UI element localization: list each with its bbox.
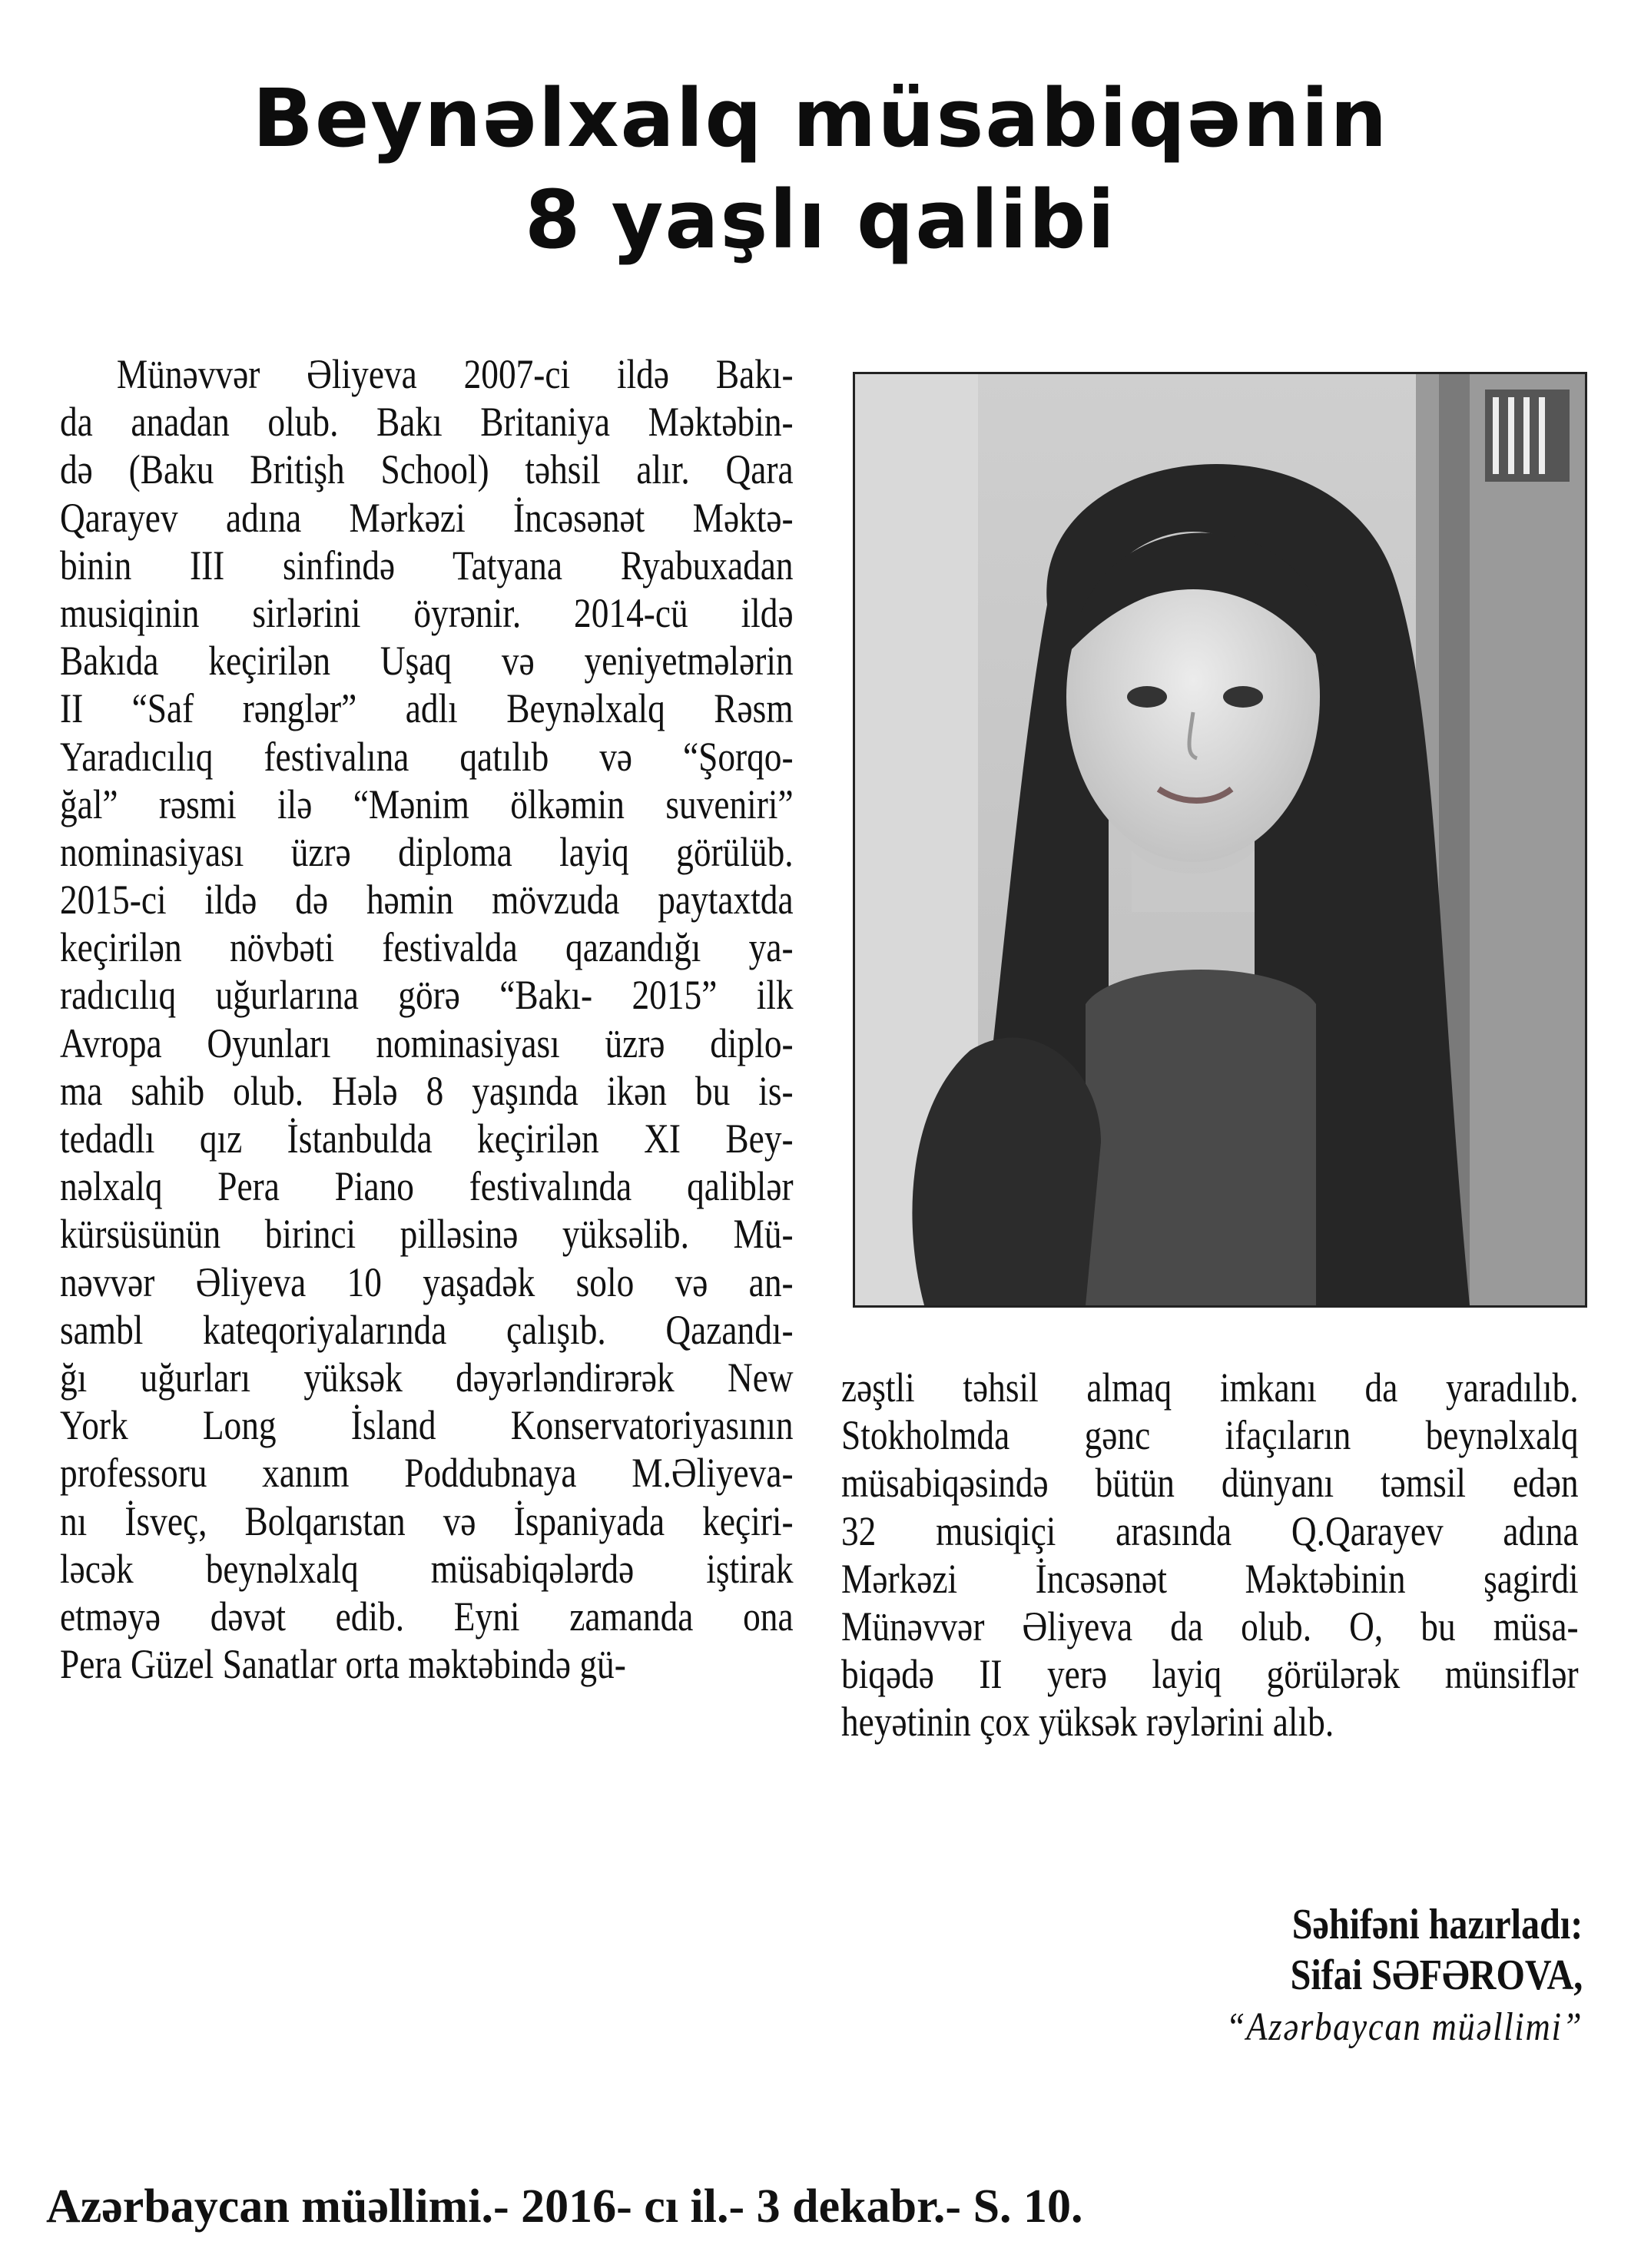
- text-line: musiqinin sirlərini öyrənir. 2014-cü ildə: [60, 589, 794, 636]
- signature-author: Sifai SƏFƏROVA,: [1290, 1951, 1583, 1999]
- text-line: II “Saf rənglər” adlı Beynəlxalq Rəsm: [60, 685, 794, 732]
- text-line: biqədə II yerə layiq görülərək münsiflər: [841, 1651, 1579, 1698]
- left-text-column: [60, 350, 794, 1688]
- text-line: radıcılıq uğurlarına görə “Bakı- 2015” ilk: [60, 972, 794, 1019]
- text-line: 2015-ci ildə də həmin mövzuda paytaxtda: [60, 877, 794, 923]
- text-line: tedadlı qız İstanbulda keçirilən XI Bey-: [60, 1116, 794, 1162]
- text-line: professoru xanım Poddubnaya M.Əliyeva-: [60, 1450, 794, 1497]
- text-line: Pera Güzel Sanatlar orta məktəbində gü-: [60, 1641, 626, 1688]
- portrait-photo: [853, 372, 1587, 1308]
- signature-source: “Azərbaycan müəllimi”: [1225, 2005, 1583, 2049]
- text-line: sambl kateqoriyalarında çalışıb. Qazandı-: [60, 1306, 794, 1353]
- text-line: zəştli təhsil almaq imkanı da yaradılıb.: [841, 1364, 1579, 1411]
- text-line: nominasiyası üzrə diploma layiq görülüb.: [60, 828, 794, 875]
- text-line: ğı uğurları yüksək dəyərləndirərək New: [60, 1354, 794, 1401]
- text-line: Stokholmda gənc ifaçıların beynəlxalq: [841, 1412, 1579, 1459]
- text-line: Bakıda keçirilən Uşaq və yeniyetmələrin: [60, 638, 794, 685]
- text-line: Mərkəzi İncəsənət Məktəbinin şagirdi: [841, 1555, 1579, 1602]
- text-line: nəlxalq Pera Piano festivalında qaliblər: [60, 1163, 794, 1210]
- text-line: nı İsveç, Bolqarıstan və İspaniyada keçiri-: [60, 1497, 794, 1544]
- text-line: 32 musiqiçi arasında Q.Qarayev adına: [841, 1507, 1579, 1554]
- text-line: nəvvər Əliyeva 10 yaşadək solo və an-: [60, 1258, 794, 1305]
- text-line: keçirilən növbəti festivalda qazandığı ya-: [60, 924, 794, 971]
- text-line: Qarayev adına Mərkəzi İncəsənət Məktə-: [60, 494, 794, 541]
- text-line: Münəvvər Əliyeva da olub. O, bu müsa-: [841, 1603, 1579, 1650]
- portrait-image: [855, 374, 1585, 1305]
- text-line: da anadan olub. Bakı Britaniya Məktəbin-: [60, 399, 794, 446]
- right-text-column: [841, 1364, 1579, 1746]
- text-line: ma sahib olub. Hələ 8 yaşında ikən bu is-: [60, 1067, 794, 1114]
- title-line: Beynəlxalq müsabiqənin: [252, 71, 1389, 165]
- text-line: heyətinin çox yüksək rəylərini alıb.: [841, 1699, 1334, 1746]
- signature-block: [1168, 1899, 1583, 2054]
- text-line: etməyə dəvət edib. Eyni zamanda ona: [60, 1593, 794, 1640]
- text-line: binin III sinfində Tatyana Ryabuxadan: [60, 542, 794, 589]
- text-line: Yaradıcılıq festivalına qatılıb və “Şorqo-: [60, 733, 794, 780]
- text-line: York Long İsland Konservatoriyasının: [60, 1402, 794, 1449]
- text-line: ləcək beynəlxalq müsabiqələrdə iştirak: [60, 1545, 794, 1592]
- text-line: də (Baku Britişh School) təhsil alır. Qara: [60, 446, 794, 493]
- text-line: Münəvvər Əliyeva 2007-ci ildə Bakı-: [116, 351, 794, 397]
- publication-footer: Azərbaycan müəllimi.- 2016- cı il.- 3 dekabr.- S. 10.: [46, 2180, 1083, 2233]
- text-line: Avropa Oyunları nominasiyası üzrə diplo-: [60, 1020, 794, 1066]
- text-line: ğal” rəsmi ilə “Mənim ölkəmin suveniri”: [60, 781, 794, 827]
- signature-label: Səhifəni hazırladı:: [1291, 1901, 1583, 1948]
- title-line: 8 yaşlı qalibi: [525, 173, 1116, 267]
- article-title: [0, 68, 1641, 270]
- text-line: müsabiqəsində bütün dünyanı təmsil edən: [841, 1460, 1579, 1507]
- text-line: kürsüsünün birinci pilləsinə yüksəlib. Mü-: [60, 1211, 794, 1258]
